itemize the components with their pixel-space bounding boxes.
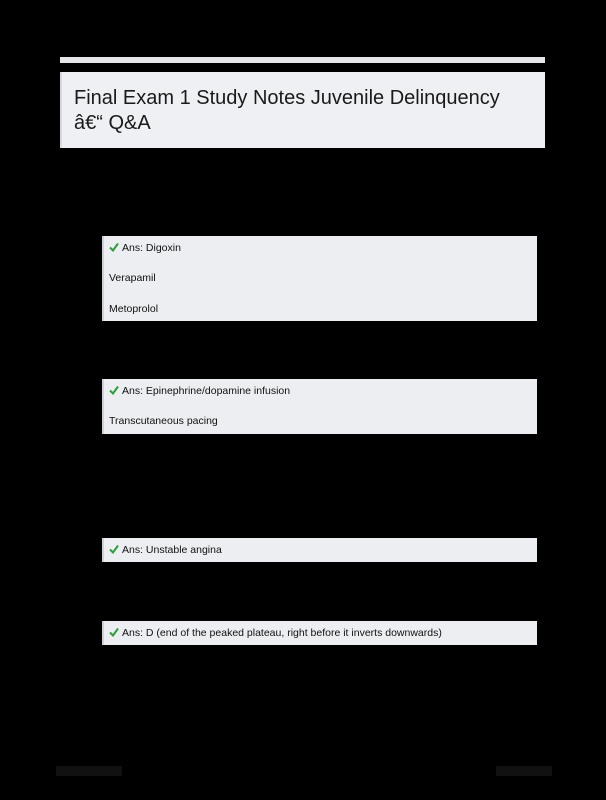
correct-answer-row <box>109 385 290 397</box>
answer-block-3 <box>102 538 537 562</box>
answer-text: Verapamil <box>109 272 156 284</box>
checkmark-icon <box>109 242 119 252</box>
answer-text: Transcutaneous pacing <box>109 415 218 427</box>
answer-text: Ans: Unstable angina <box>122 544 222 556</box>
correct-answer-row <box>109 544 222 556</box>
answer-text: Ans: Epinephrine/dopamine infusion <box>122 385 291 397</box>
correct-answer-row <box>109 627 442 639</box>
answer-block-1 <box>102 236 537 321</box>
header-rule <box>60 57 545 63</box>
answer-text: Ans: Digoxin <box>122 242 181 254</box>
answer-block-2 <box>102 379 537 434</box>
checkmark-icon <box>109 544 119 554</box>
checkmark-icon <box>109 627 119 637</box>
correct-answer-row <box>109 242 181 254</box>
footer-site-mark <box>56 766 122 776</box>
page-title: Final Exam 1 Study Notes Juvenile Delinquency â€“ Q&A <box>74 87 500 134</box>
answer-option <box>109 303 158 315</box>
answer-text: Ans: D (end of the peaked plateau, right before it inverts downwards) <box>122 627 442 639</box>
footer-page-mark <box>496 766 552 776</box>
title-box <box>60 72 545 148</box>
checkmark-icon <box>109 385 119 395</box>
answer-block-4 <box>102 621 537 645</box>
answer-text: Metoprolol <box>109 303 159 315</box>
answer-option <box>109 415 218 427</box>
answer-option <box>109 272 156 284</box>
